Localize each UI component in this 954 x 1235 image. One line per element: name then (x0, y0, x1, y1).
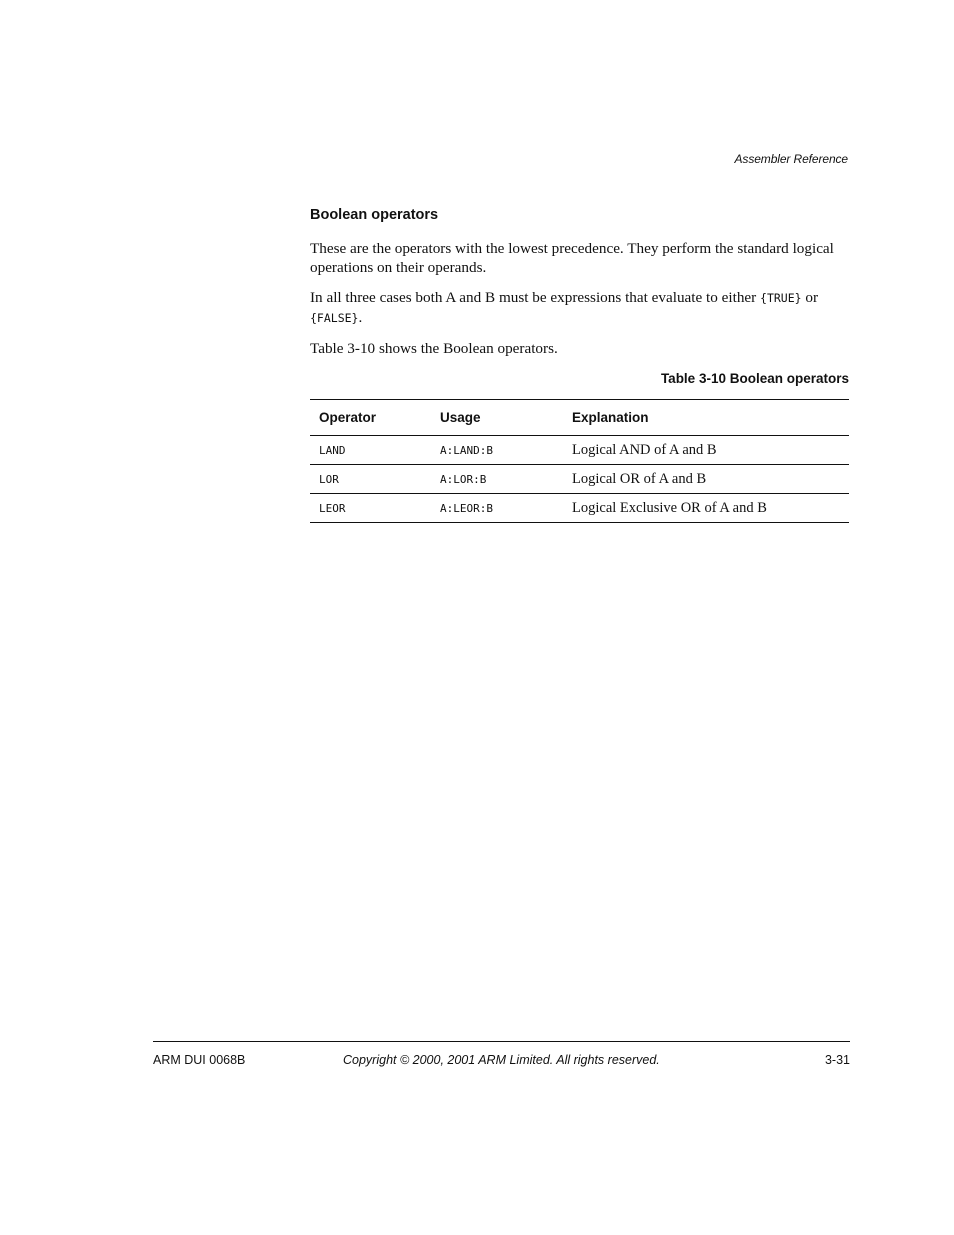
column-header-operator: Operator (310, 400, 431, 436)
table-row (310, 436, 849, 465)
boolean-operators-table (310, 399, 849, 523)
code-true: {TRUE} (760, 291, 802, 305)
page-footer (153, 1051, 850, 1069)
cell-explanation: Logical Exclusive OR of A and B (563, 494, 849, 523)
table-row (310, 494, 849, 523)
cell-operator: LOR (310, 465, 431, 494)
footer-copyright: Copyright © 2000, 2001 ARM Limited. All rights reserved. (343, 1053, 660, 1067)
cell-explanation: Logical OR of A and B (563, 465, 849, 494)
cell-usage: A:LEOR:B (431, 494, 563, 523)
table-row (310, 465, 849, 494)
paragraph-operands-text: In all three cases both A and B must be expressions that evaluate to either (310, 289, 761, 306)
footer-divider (153, 1041, 850, 1042)
table-caption: Table 3-10 Boolean operators (660, 371, 849, 386)
column-header-explanation: Explanation (563, 400, 849, 436)
paragraph-operands-end: . (358, 309, 363, 326)
running-header: Assembler Reference (734, 152, 848, 166)
column-header-usage: Usage (431, 400, 563, 436)
main-content (310, 205, 849, 523)
cell-operator: LAND (310, 436, 431, 465)
section-heading: Boolean operators (310, 207, 439, 223)
paragraph-intro: These are the operators with the lowest precedence. They perform the standard logical operations on their operands. (310, 240, 834, 276)
cell-usage: A:LAND:B (431, 436, 563, 465)
code-false: {FALSE} (310, 311, 359, 325)
table-header-row (310, 400, 849, 436)
cell-operator: LEOR (310, 494, 431, 523)
paragraph-operands-or: or (801, 289, 819, 306)
footer-doc-id: ARM DUI 0068B (153, 1053, 246, 1067)
paragraph-operands (310, 288, 849, 328)
footer-page-number: 3-31 (824, 1053, 850, 1067)
cell-explanation: Logical AND of A and B (563, 436, 849, 465)
cell-usage: A:LOR:B (431, 465, 563, 494)
paragraph-table-ref: Table 3-10 shows the Boolean operators. (310, 340, 558, 357)
